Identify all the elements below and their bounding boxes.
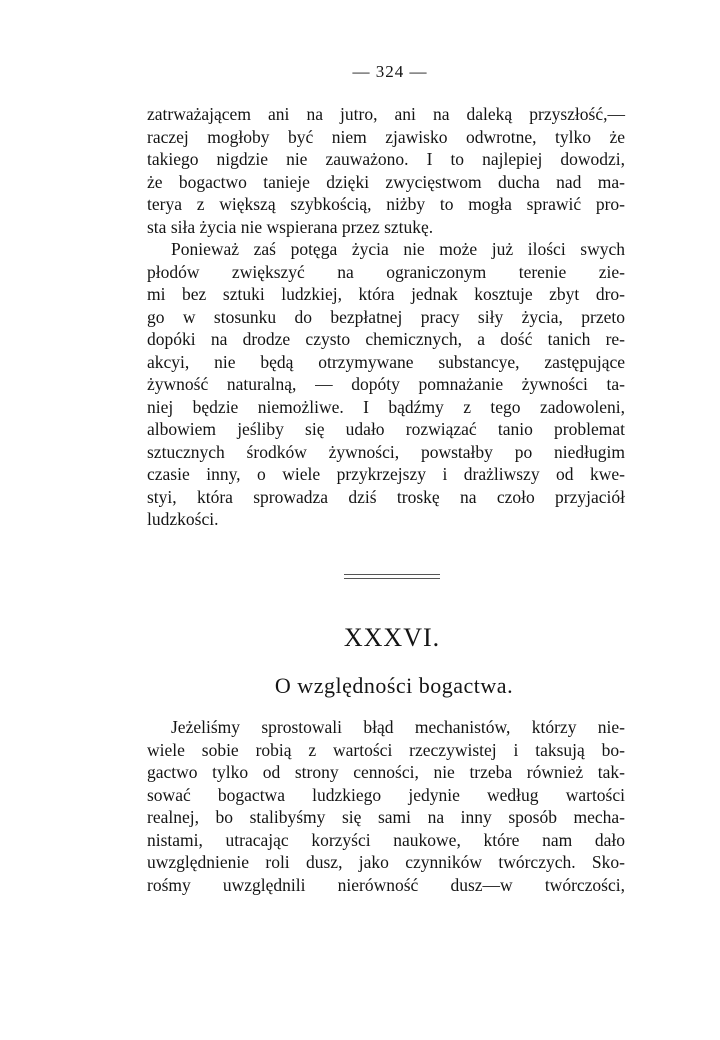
text-line: Jeżeliśmy sprostowali błąd mechanistów, którzy nie- — [171, 717, 625, 737]
text-line: takiego nigdzie nie zauważono. I to najlepiej dowodzi, — [147, 149, 625, 169]
paragraph — [147, 716, 625, 896]
divider-rule — [344, 578, 440, 579]
text-line: niej będzie niemożliwe. I bądźmy z tego zadowoleni, — [147, 396, 625, 417]
paragraph — [147, 103, 625, 238]
text-line: wiele sobie robią z wartości rzeczywistej i taksują bo- — [147, 739, 625, 760]
text-line: Ponieważ zaś potęga życia nie może już ilości swych — [171, 239, 625, 259]
divider-rule — [344, 574, 440, 575]
text-line: rośmy uwzględnili nierówność dusz—w twórczości, — [147, 874, 625, 895]
text-line: nistami, utracając korzyści naukowe, które nam dało — [147, 829, 625, 850]
text-block-top — [147, 103, 625, 531]
text-line: gactwo tylko od strony cenności, nie trzeba również tak- — [147, 762, 625, 782]
page-number: — 324 — — [352, 62, 428, 81]
text-line: czasie inny, o wiele przykrzejszy i drażliwszy od kwe- — [147, 464, 625, 484]
text-line: styi, która sprowadza dziś troskę na czoło przyjaciół — [147, 486, 625, 507]
paragraph — [147, 238, 625, 531]
section-divider — [344, 574, 440, 582]
text-line: realnej, bo stalibyśmy się sami na inny sposób mecha- — [147, 807, 625, 827]
text-line: akcyi, nie będą otrzymywane substancye, zastępujące — [147, 351, 625, 372]
chapter-title: O względności bogactwa. — [274, 673, 514, 698]
text-line: mi bez sztuki ludzkiej, która jednak kosztuje zbyt dro- — [147, 284, 625, 304]
text-line: sta siła życia nie wspierana przez sztukę. — [147, 216, 434, 237]
text-line: ludzkości. — [147, 509, 219, 529]
text-line: raczej mogłoby być niem zjawisko odwrotne, tylko że — [147, 126, 625, 147]
text-line: terya z większą szybkością, niżby to mogła sprawić pro- — [147, 194, 625, 214]
text-line: dopóki na drodze czysto chemicznych, a dość tanich re- — [147, 329, 625, 349]
text-line: płodów zwiększyć na ograniczonym terenie zie- — [147, 261, 625, 282]
text-line: go w stosunku do bezpłatnej pracy siły życia, przeto — [147, 306, 625, 327]
chapter-number: XXXVI. — [343, 623, 441, 652]
text-line: zatrważającem ani na jutro, ani na daleką przyszłość,— — [147, 104, 625, 124]
text-line: albowiem jeśliby się udało rozwiązać tanio problemat — [147, 419, 625, 439]
text-block-bottom — [147, 716, 625, 896]
text-line: że bogactwo tanieje dzięki zwycięstwom ducha nad ma- — [147, 171, 625, 192]
text-line: sztucznych środków żywności, powstałby po niedługim — [147, 441, 625, 462]
text-line: sować bogactwa ludzkiego jedynie według wartości — [147, 784, 625, 805]
text-line: żywność naturalną, — dopóty pomnażanie żywności ta- — [147, 374, 625, 394]
text-line: uwzględnienie roli dusz, jako czynników twórczych. Sko- — [147, 852, 625, 872]
